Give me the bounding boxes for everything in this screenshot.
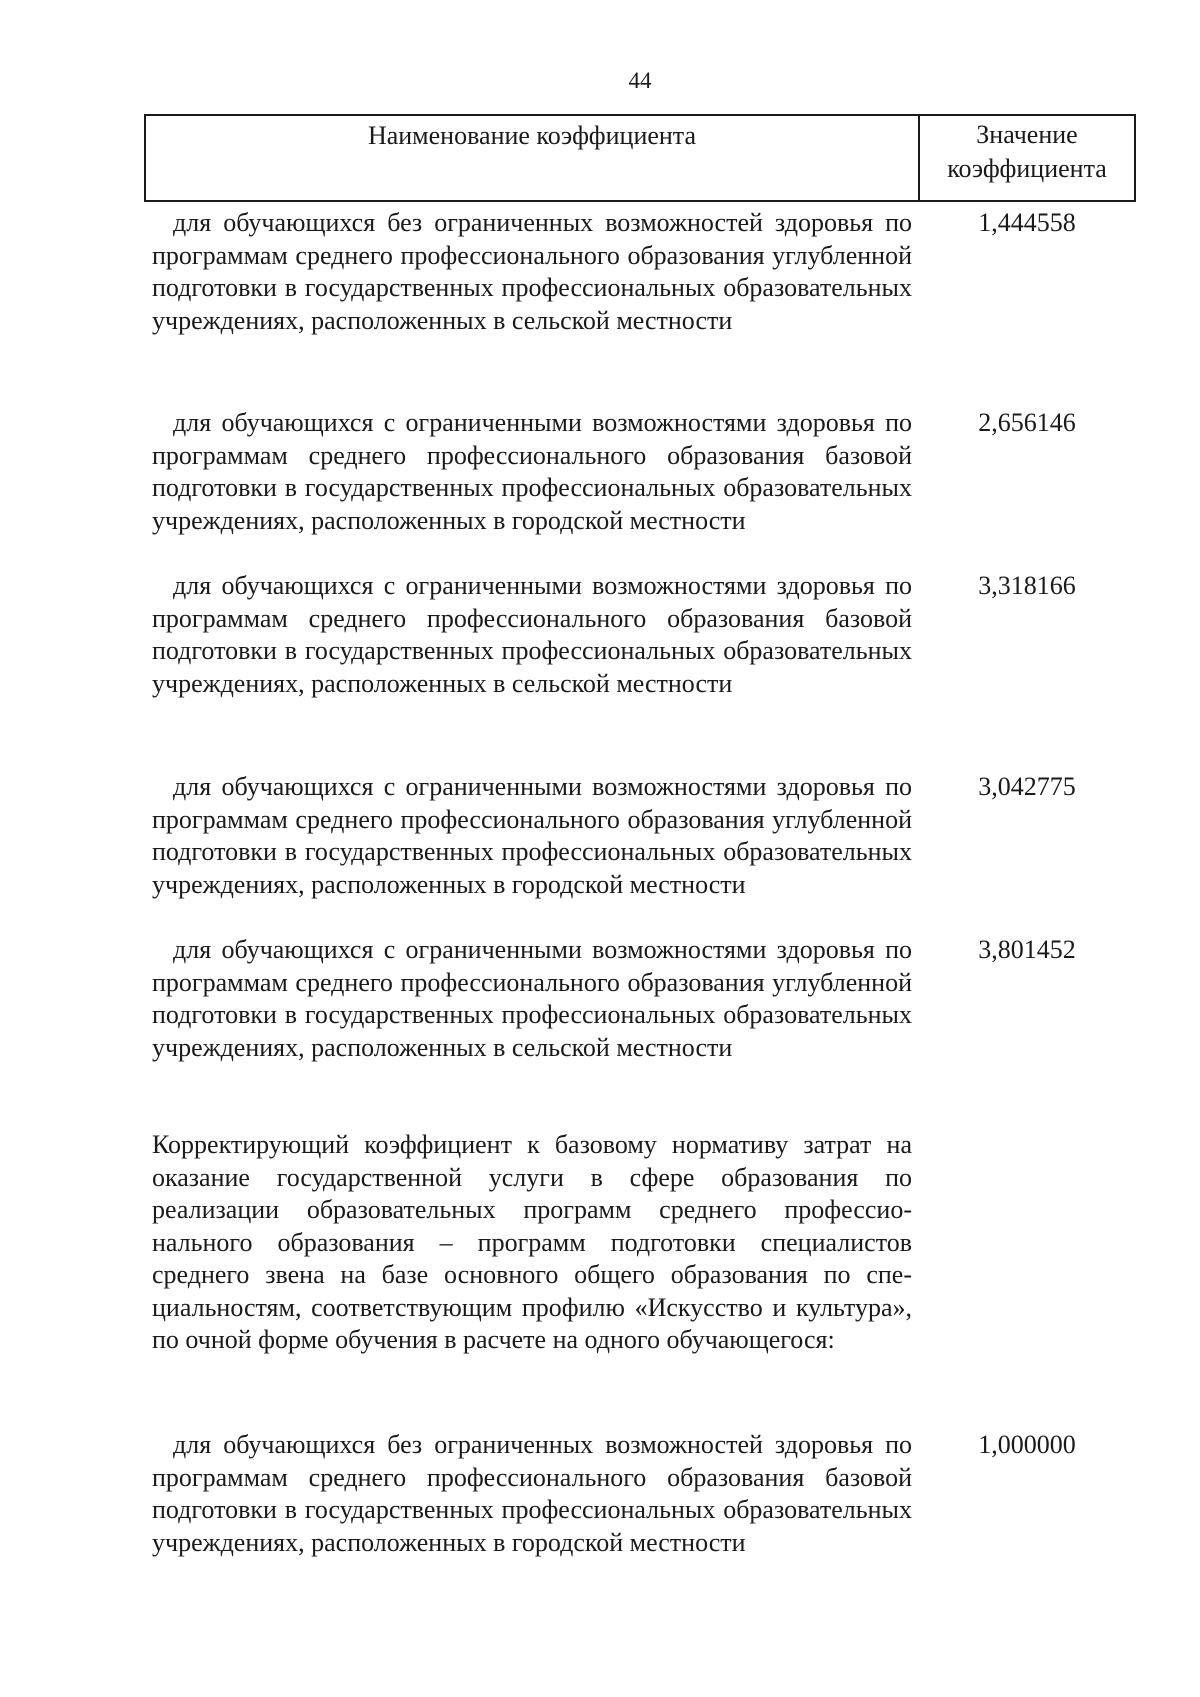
row-text: для обучающихся без ограниченных возможностей здоровья по программам среднего профессионального образования углубленной подготовки в государственных профессиональных образовательных учреждениях, расположенных в сельской местности: [152, 208, 912, 335]
table-row: [152, 1429, 1142, 1559]
section-heading-text: Корректирующий коэффициент к базовому нормативу затрат на оказание государственной услуги в сфере образования по реализации образовательных программ среднего профессионального образования – программ подготовки специалистов среднего звена на базе основного общего образования по специальностям, соответствующим профилю «Искусство и культура», по очной форме обучения в расчете на одного обучающегося:: [152, 1130, 912, 1354]
row-value: 3,318166: [978, 571, 1076, 600]
row-text: для обучающихся с ограниченными возможностями здоровья по программам среднего профессионального образования углубленной подготовки в государственных профессиональных образовательных учреждениях, расположенных в городской местности: [152, 772, 912, 899]
table-row: [152, 407, 1142, 537]
row-value: 1,444558: [978, 208, 1076, 237]
table-row: [152, 934, 1142, 1064]
row-value: 1,000000: [978, 1430, 1076, 1459]
header-coefficient-name: Наименование коэффициента: [146, 116, 920, 200]
table-row: [152, 207, 1142, 337]
row-value: 3,801452: [978, 935, 1076, 964]
row-text: для обучающихся с ограниченными возможностями здоровья по программам среднего профессионального образования углубленной подготовки в государственных профессиональных образовательных учреждениях, расположенных в сельской местности: [152, 935, 912, 1062]
page-number: 44: [628, 68, 652, 93]
table-header: [144, 114, 1136, 202]
header-coefficient-value: [920, 116, 1134, 200]
row-value: 2,656146: [978, 408, 1076, 437]
row-text: для обучающихся с ограниченными возможностями здоровья по программам среднего профессионального образования базовой подготовки в государственных профессиональных образовательных учреждениях, расположенных в сельской местности: [152, 571, 912, 698]
header-value-line2: коэффициента: [947, 154, 1107, 183]
table-row: [152, 570, 1142, 700]
section-heading-row: [152, 1129, 1142, 1357]
row-value: 3,042775: [978, 772, 1076, 801]
row-value: [912, 1129, 1142, 1357]
row-text: для обучающихся с ограниченными возможностями здоровья по программам среднего профессионального образования базовой подготовки в государственных профессиональных образовательных учреждениях, расположенных в городской местности: [152, 408, 912, 535]
table-row: [152, 771, 1142, 901]
header-value-line1: Значение: [976, 120, 1078, 149]
row-text: для обучающихся без ограниченных возможностей здоровья по программам среднего профессионального образования базовой подготовки в государственных профессиональных образовательных учреждениях, расположенных в городской местности: [152, 1430, 912, 1557]
